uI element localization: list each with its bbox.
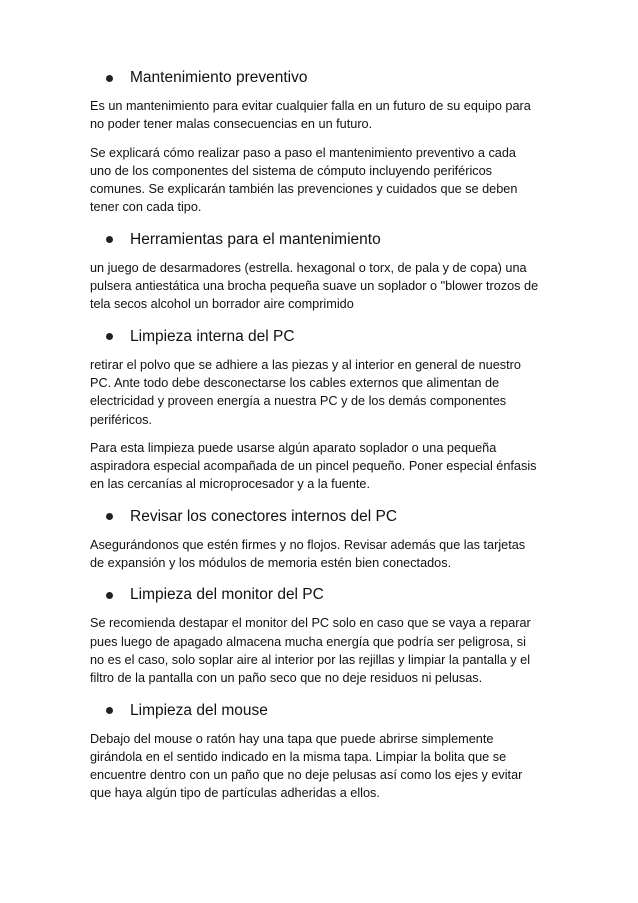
section-title: Limpieza interna del PC <box>130 327 295 345</box>
section-heading-limpieza-mouse <box>90 700 560 722</box>
bullet-icon <box>106 707 113 714</box>
section-heading-limpieza-monitor <box>90 584 560 606</box>
section-heading-herramientas <box>90 229 560 251</box>
text-line: tener con cada tipo. <box>90 200 202 215</box>
section-title: Limpieza del monitor del PC <box>130 586 324 604</box>
bullet-icon <box>106 592 113 599</box>
paragraph <box>90 614 560 687</box>
text-line: no poder tener malas consecuencias en un futuro. <box>90 117 373 132</box>
text-line: girándola en el sentido indicado en la misma tapa. Limpiar la bolita que se <box>90 749 507 764</box>
text-line: Se recomienda destapar el monitor del PC solo en caso que se vaya a reparar <box>90 616 531 631</box>
section-heading-revisar-conectores <box>90 506 560 528</box>
section-heading-mantenimiento-preventivo <box>90 67 560 89</box>
bullet-icon <box>106 75 113 82</box>
document-body <box>90 67 560 815</box>
text-line: un juego de desarmadores (estrella. hexagonal o torx, de pala y de copa) una <box>90 260 527 275</box>
text-line: aspiradora especial acompañada de un pincel pequeño. Poner especial énfasis <box>90 459 537 474</box>
text-line: retirar el polvo que se adhiere a las piezas y al interior en general de nuestro <box>90 357 521 372</box>
paragraph <box>90 536 560 573</box>
text-line: Debajo del mouse o ratón hay una tapa que puede abrirse simplemente <box>90 731 494 746</box>
text-line: encuentre dentro con un paño que no deje pelusas así como los ejes y evitar <box>90 768 523 783</box>
paragraph <box>90 439 560 494</box>
bullet-icon <box>106 513 113 520</box>
paragraph <box>90 356 560 429</box>
text-line: uno de los componentes del sistema de cómputo incluyendo periféricos <box>90 163 493 178</box>
paragraph <box>90 730 560 803</box>
paragraph <box>90 259 560 314</box>
section-title: Mantenimiento preventivo <box>130 69 308 86</box>
bullet-icon <box>106 236 113 243</box>
section-title: Revisar los conectores internos del PC <box>130 507 398 525</box>
text-line: Es un mantenimiento para evitar cualquier falla en un futuro de su equipo para <box>90 99 531 113</box>
text-line: PC. Ante todo debe desconectarse los cables externos que alimentan de <box>90 375 500 390</box>
section-heading-limpieza-interna <box>90 326 560 348</box>
section-title: Limpieza del mouse <box>130 701 268 719</box>
text-line: tela secos alcohol un borrador aire comprimido <box>90 297 354 312</box>
paragraph <box>90 97 560 134</box>
text-line: periféricos. <box>90 412 153 427</box>
paragraph <box>90 144 560 217</box>
text-line: en las cercanías al microprocesador y a la fuente. <box>90 477 370 492</box>
text-line: comunes. Se explicarán también las prevenciones y cuidados que se deben <box>90 182 518 197</box>
text-line: no es el caso, solo soplar aire al interior por las rejillas y limpiar la pantalla y el <box>90 652 531 667</box>
text-line: Para esta limpieza puede usarse algún aparato soplador o una pequeña <box>90 440 497 455</box>
bullet-icon <box>106 333 113 340</box>
text-line: electricidad y proveen energía a nuestra PC y de los demás componentes <box>90 394 507 409</box>
section-title: Herramientas para el mantenimiento <box>130 230 381 248</box>
text-line: que haya algún tipo de partículas adheridas a ellos. <box>90 786 380 801</box>
text-line: Se explicará cómo realizar paso a paso el mantenimiento preventivo a cada <box>90 145 516 160</box>
text-line: de expansión y los módulos de memoria estén bien conectados. <box>90 556 452 571</box>
text-line: filtro de la pantalla con un paño seco que no deje residuos ni pelusas. <box>90 671 483 686</box>
text-line: Asegurándonos que estén firmes y no flojos. Revisar además que las tarjetas <box>90 537 526 552</box>
text-line: pulsera antiestática una brocha pequeña suave un soplador o "blower trozos de <box>90 279 539 294</box>
text-line: pues luego de apagado almacena mucha energía que podría ser peligrosa, si <box>90 634 526 649</box>
